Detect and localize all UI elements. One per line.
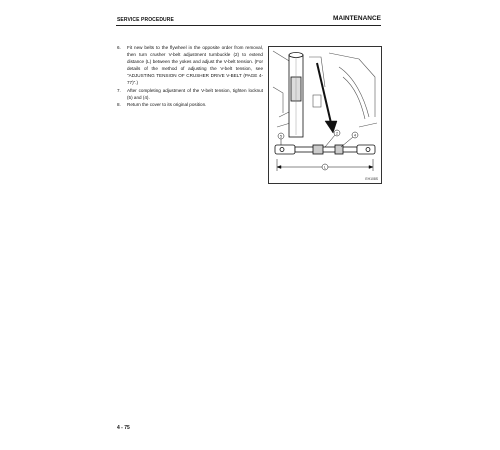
step-item	[117, 87, 263, 101]
chapter-title: MAINTENANCE	[332, 15, 381, 22]
callout-5: 5	[280, 134, 282, 139]
callout-4: 4	[354, 133, 356, 138]
step-text: Return the cover to its original position.	[127, 101, 207, 107]
callout-l: L	[324, 165, 326, 170]
figure-id: EH108S	[365, 177, 378, 181]
step-number: 8.	[117, 101, 121, 107]
header-divider	[116, 25, 381, 26]
callout-2: 2	[336, 131, 338, 136]
section-title: SERVICE PROCEDURE	[117, 17, 174, 23]
step-item	[117, 101, 263, 108]
page-number: 4 - 75	[117, 425, 130, 431]
step-item	[117, 44, 263, 87]
belt-adjustment-drawing	[269, 47, 381, 183]
step-number: 7.	[117, 87, 121, 93]
step-number: 6.	[117, 45, 121, 50]
procedure-steps	[117, 44, 263, 108]
step-text: After completing adjustment of the V-belt tension, tighten locknut (5) and (4).	[127, 87, 263, 100]
turnbuckle-illustration	[268, 46, 382, 184]
step-text: Fit new belts to the flywheel in the opposite order from removal, then turn crusher V-belt adjustment turnbuckle (2) to extend distance (L) between the yokes and adjust the V-belt tension. (For details of the method of adjusting the V-belt tension, see "ADJUSTING TENSION OF CRUSHER DRIVE V-BELT (PAGE 4-77)".)	[127, 45, 263, 86]
